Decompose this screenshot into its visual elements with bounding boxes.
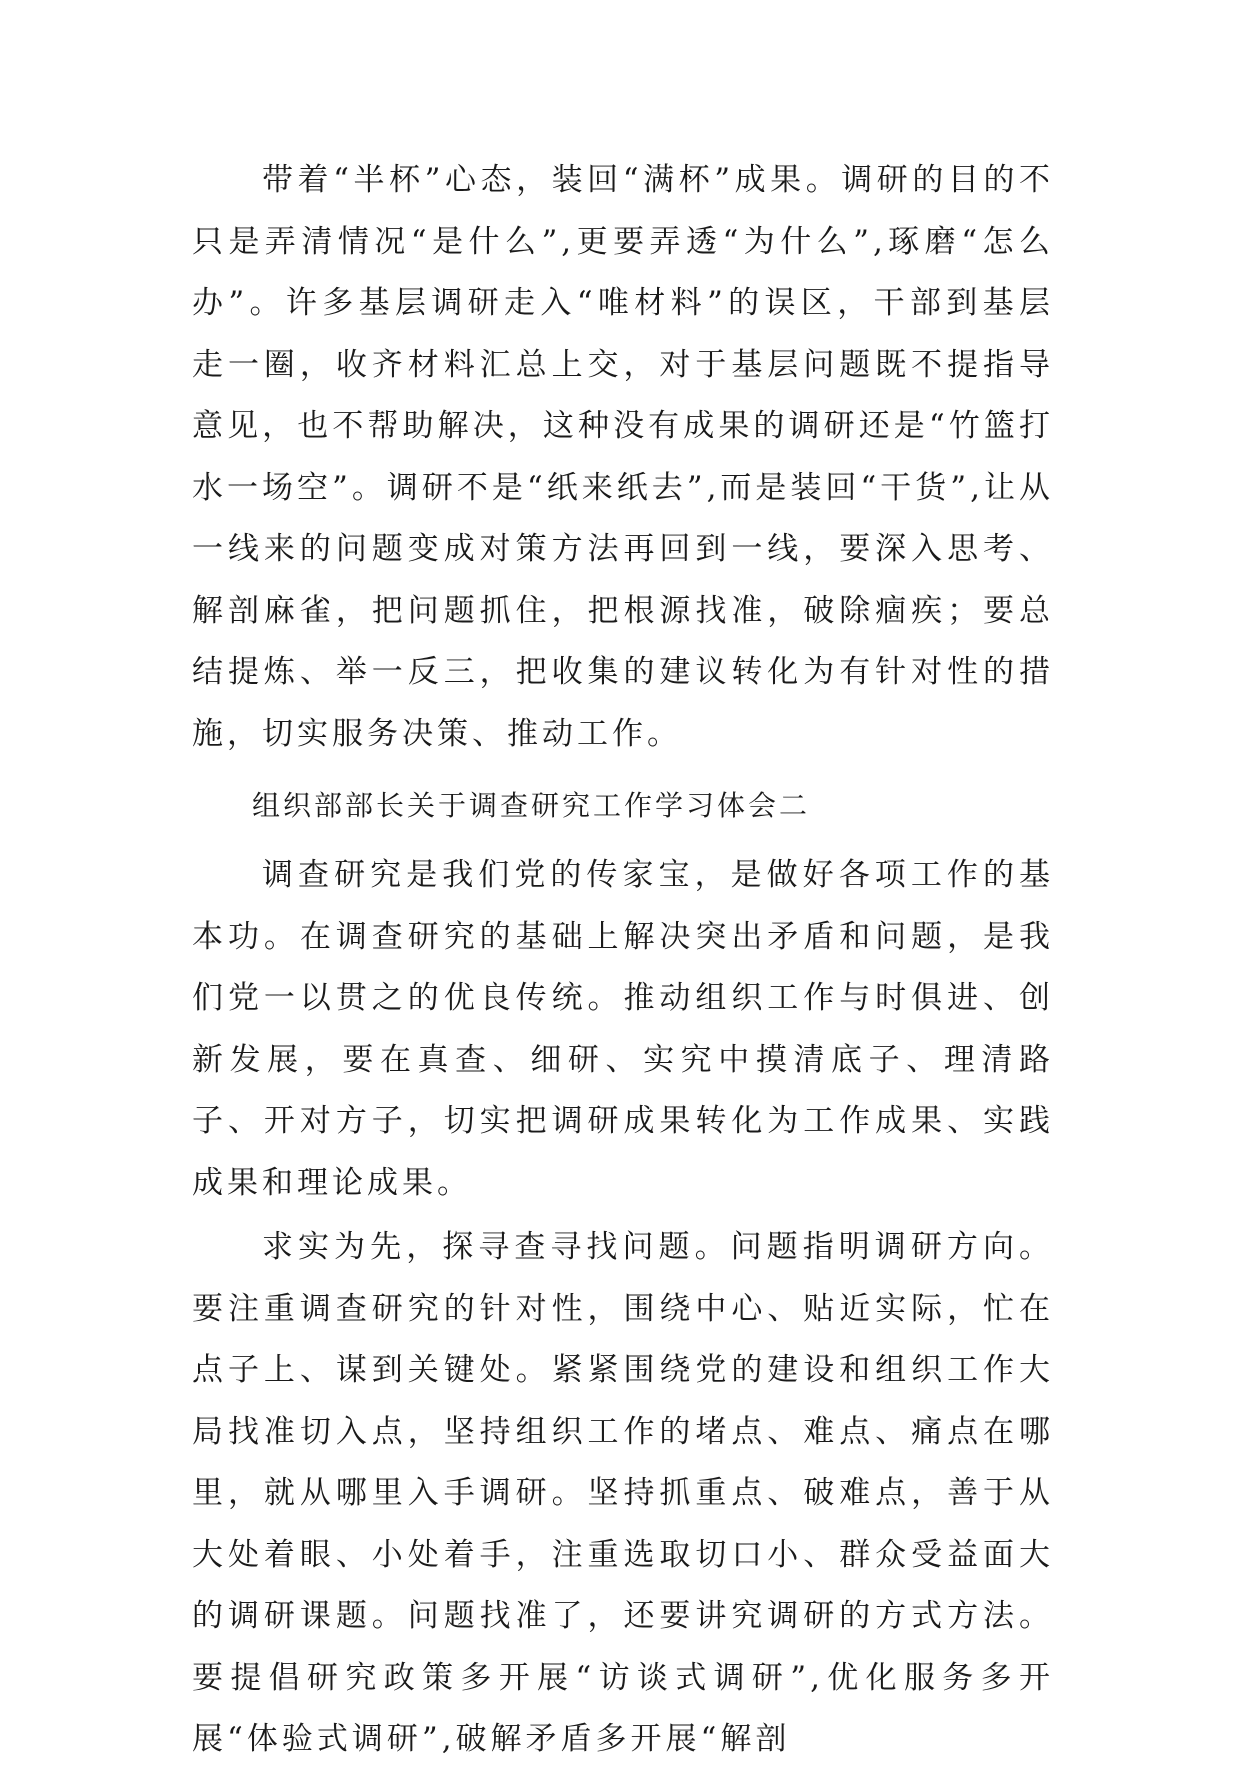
paragraph-seek-truth: 求实为先，探寻查寻找问题。问题指明调研方向。要注重调查研究的针对性，围绕中心、贴近实际，忙在点子上、谋到关键处。紧紧围绕党的建设和组织工作大局找准切入点，坚持组织工作的堵点、难点、痛点在哪里，就从哪里入手调研。坚持抓重点、破难点，善于从大处着眼、小处着手，注重选取切口小、群众受益面大的调研课题。问题找准了，还要讲究调研的方式方法。要提倡研究政策多开展“访谈式调研”,优化服务多开展“体验式调研”,破解矛盾多开展“解剖 [192,1229,1054,1757]
paragraph-half-cup: 带着“半杯”心态，装回“满杯”成果。调研的目的不只是弄清情况“是什么”,更要弄透“为什么”,琢磨“怎么办”。许多基层调研走入“唯材料”的误区，干部到基层走一圈，收齐材料汇总上交，对于基层问题既不提指导意见，也不帮助解决，这种没有成果的调研还是“竹篮打水一场空”。调研不是“纸来纸去”,而是装回“干货”,让从一线来的问题变成对策方法再回到一线，要深入思考、解剖麻雀，把问题抓住，把根源找准，破除痼疾；要总结提炼、举一反三，把收集的建议转化为有针对性的措施，切实服务决策、推动工作。 [192,162,1054,752]
paragraph-research-heritage: 调查研究是我们党的传家宝，是做好各项工作的基本功。在调查研究的基础上解决突出矛盾和问题，是我们党一以贯之的优良传统。推动组织工作与时俱进、创新发展，要在真查、细研、实究中摸清底子、理清路子、开对方子，切实把调研成果转化为工作成果、实践成果和理论成果。 [192,857,1054,1201]
section-heading: 组织部部长关于调查研究工作学习体会二 [252,789,811,822]
document-body [192,150,1054,1771]
